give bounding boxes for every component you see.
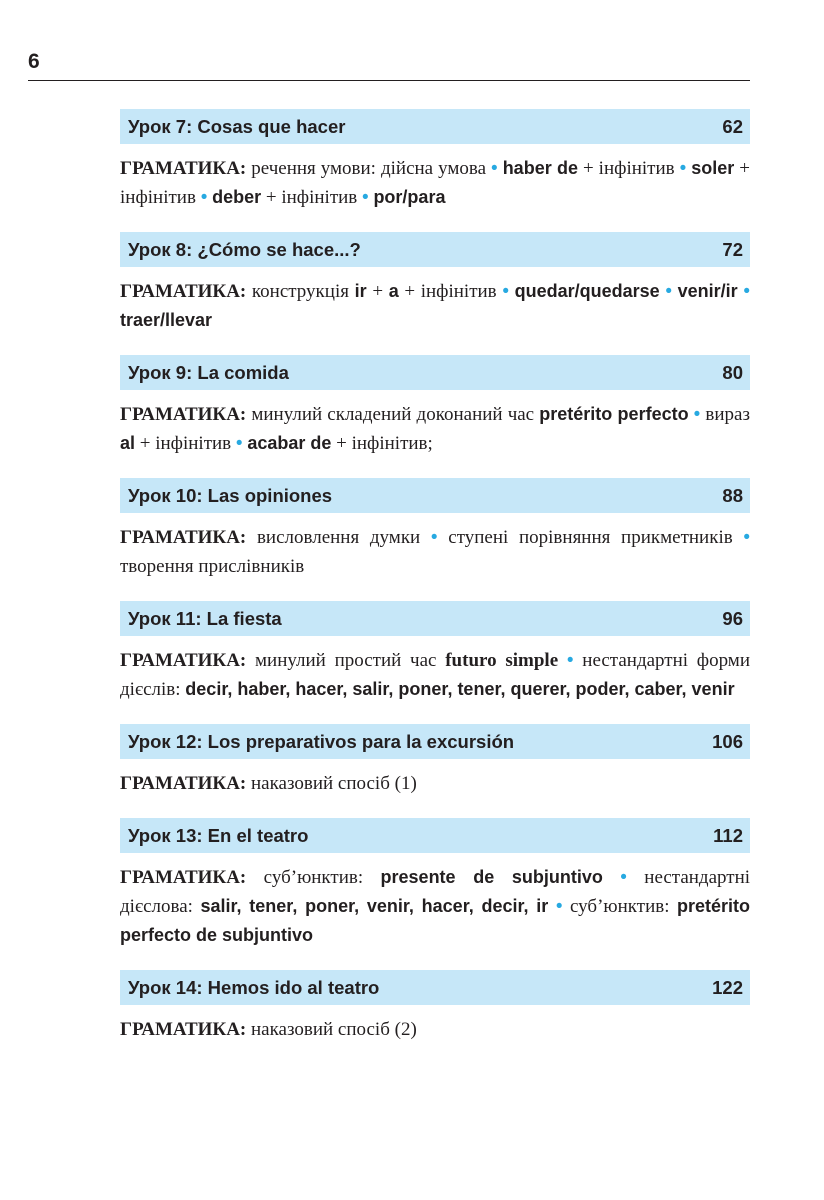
lesson-entry [120,478,750,581]
grammar-summary [120,400,750,458]
grammar-text: ступені порівняння прикметників [448,527,733,548]
grammar-term: quedar/quedarse [514,281,660,301]
grammar-text: нестандартні дієслова: [120,867,751,917]
bullet-separator: • [491,158,498,179]
grammar-term: al [120,433,136,453]
lesson-page-number: 106 [712,730,743,752]
lesson-header[interactable] [120,478,750,513]
grammar-term: traer/llevar [120,310,213,330]
grammar-summary [120,646,750,704]
grammar-text: минулий простий час [255,650,437,671]
lesson-title: Урок 8: ¿Cómo se hace...? [128,238,361,260]
lesson-entry [120,355,750,458]
bullet-separator: • [235,433,243,454]
bullet-separator: • [743,527,751,548]
grammar-text: + інфінітив [120,158,751,208]
lesson-page-number: 72 [722,238,743,260]
lesson-header[interactable] [120,601,750,636]
grammar-text: суб’юнктив: [263,867,364,888]
grammar-term: pretérito perfecto de subjuntivo [120,896,751,945]
grammar-term: por/para [373,187,446,207]
grammar-term: decir, haber, hacer, salir, poner, tener, querer, poder, caber, venir [185,679,735,699]
lesson-page-number: 80 [722,361,743,383]
lesson-title: Урок 14: Hemos ido al teatro [128,976,380,998]
grammar-term: acabar de [247,433,332,453]
grammar-label: ГРАМАТИКА: [120,650,247,671]
lesson-title: Урок 9: La comida [128,361,289,383]
lesson-title: Урок 10: Las opiniones [128,484,333,506]
grammar-term: presente de subjuntivo [380,867,603,887]
grammar-text: творення прислівників [120,556,305,577]
grammar-text: + інфінітив [582,158,675,179]
grammar-label: ГРАМАТИКА: [120,527,247,548]
grammar-term: pretérito perfecto [539,404,689,424]
grammar-text: + інфінітив [265,187,358,208]
lesson-page-number: 122 [712,976,743,998]
lesson-page-number: 62 [722,115,743,137]
lesson-entry [120,818,750,950]
grammar-label: ГРАМАТИКА: [120,158,247,179]
grammar-summary [120,769,750,798]
grammar-label: ГРАМАТИКА: [120,773,247,794]
lesson-entry [120,601,750,704]
grammar-term: deber [212,187,262,207]
grammar-text: минулий складений доконаний час [251,404,535,425]
lesson-entry [120,724,750,798]
bullet-separator: • [566,650,574,671]
lesson-header[interactable] [120,724,750,759]
grammar-summary [120,863,750,950]
lesson-header[interactable] [120,232,750,267]
grammar-text: + інфінітив; [336,433,433,454]
grammar-text: суб’юнктив: [570,896,670,917]
grammar-term: ir [354,281,367,301]
bullet-separator: • [665,281,672,302]
grammar-summary [120,154,750,212]
bullet-separator: • [430,527,438,548]
lesson-entry [120,109,750,212]
lesson-entry [120,970,750,1044]
lesson-header[interactable] [120,109,750,144]
bullet-separator: • [693,404,701,425]
table-of-contents [120,109,750,1064]
bullet-separator: • [743,281,750,302]
lesson-header[interactable] [120,818,750,853]
lesson-page-number: 96 [722,607,743,629]
grammar-text: висловлення думки [256,527,421,548]
bullet-separator: • [502,281,509,302]
bullet-separator: • [620,867,627,888]
grammar-label: ГРАМАТИКА: [120,404,247,425]
lesson-header[interactable] [120,355,750,390]
header-rule [28,80,750,81]
grammar-term: haber de [502,158,578,178]
grammar-label: ГРАМАТИКА: [120,867,247,888]
grammar-text: речення умови: дійсна умова [251,158,487,179]
grammar-term: venir/ir [677,281,738,301]
grammar-label: ГРАМАТИКА: [120,1019,247,1040]
lesson-title: Урок 7: Cosas que hacer [128,115,346,137]
grammar-text: нестандартні форми дієслів: [120,650,751,700]
grammar-text: вираз [705,404,750,425]
grammar-term: soler [691,158,735,178]
grammar-text: + інфінітив [139,433,232,454]
lesson-title: Урок 12: Los preparativos para la excursión [128,730,515,752]
grammar-summary [120,277,750,335]
lesson-header[interactable] [120,970,750,1005]
page-number: 6 [28,50,40,73]
bullet-separator: • [679,158,687,179]
grammar-summary [120,1015,750,1044]
lesson-title: Урок 11: La fiesta [128,607,282,629]
grammar-summary [120,523,750,581]
grammar-text: конструкція [251,281,349,302]
lesson-title: Урок 13: En el teatro [128,824,309,846]
grammar-text: + [372,281,384,302]
bullet-separator: • [200,187,208,208]
grammar-label: ГРАМАТИКА: [120,281,247,302]
lesson-entry [120,232,750,335]
grammar-term: futuro simple [445,650,559,671]
bullet-separator: • [362,187,369,208]
grammar-text: наказовий спосіб (2) [251,1019,417,1040]
grammar-term: a [388,281,399,301]
grammar-term: salir, tener, poner, venir, hacer, decir, ir [200,896,549,916]
lesson-page-number: 112 [713,824,743,846]
grammar-text: + інфінітив [404,281,497,302]
lesson-page-number: 88 [722,484,743,506]
bullet-separator: • [555,896,563,917]
grammar-text: наказовий спосіб (1) [251,773,417,794]
